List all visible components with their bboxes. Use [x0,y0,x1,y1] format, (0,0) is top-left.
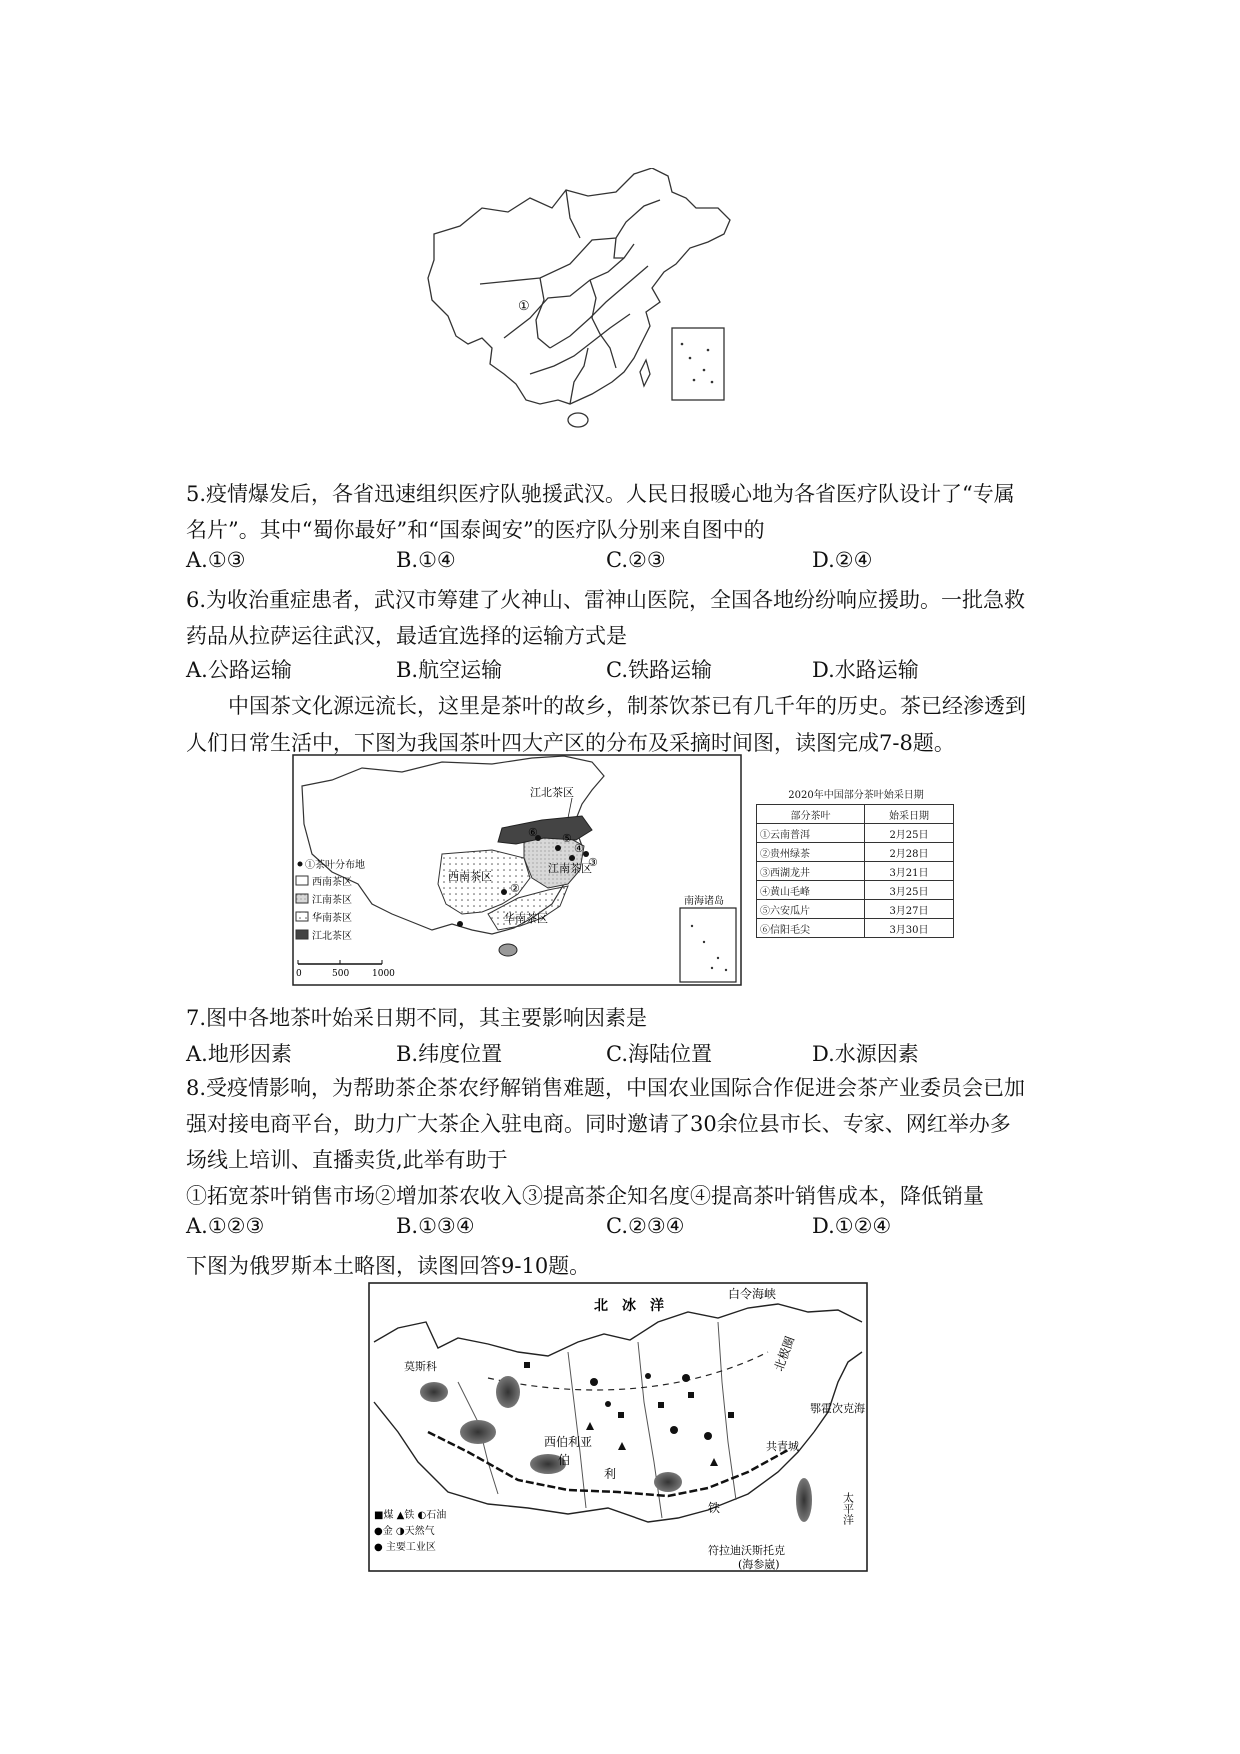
tea-site-label-4: ④ [574,842,584,855]
tea-intro-paragraph [186,688,1061,762]
scale-label-500: 500 [332,969,350,979]
q7-option-a[interactable]: A.地形因素 [186,1042,292,1066]
q7-option-d[interactable]: D.水源因素 [812,1042,919,1066]
tea-site-label-3: ③ [588,856,598,869]
tea-name-cell: ⑥信阳毛尖 [757,919,865,938]
question-8 [186,1070,1061,1214]
region-label-jiangnan: 江南茶区 [548,862,592,875]
tea-site-label-6: ⑥ [528,826,538,839]
china-map [420,168,820,446]
question-6 [186,582,1061,654]
q8-option-a[interactable]: A.①②③ [186,1214,265,1238]
q8-option-d[interactable]: D.①②④ [812,1214,892,1238]
tea-date-cell: 2月25日 [864,824,953,843]
question-8-statements: ①拓宽茶叶销售市场②增加茶农收入③提高茶企知名度④提高茶叶销售成本，降低销量 [186,1184,984,1208]
table-row [757,919,954,938]
label-vladivostok-alt: (海参崴) [738,1558,780,1571]
china-map-svg [420,168,820,446]
region-label-huanan: 华南茶区 [504,912,548,925]
south-sea-islands [681,343,714,384]
tea-map-inset [680,908,736,982]
tea-table [756,804,954,938]
q8-option-b[interactable]: B.①③④ [396,1214,475,1238]
question-8-line-1: 8.受疫情影响，为帮助茶企茶农纾解销售难题，中国农业国际合作促进会茶产业委员会已加 [186,1076,1026,1100]
russia-map-svg [368,1282,868,1572]
tea-intro-line-1: 中国茶文化源远流长，这里是茶叶的故乡，制茶饮茶已有几千年的历史。茶已经渗透到 [228,694,1026,718]
label-pacific: 太平洋 [841,1492,855,1525]
question-5 [186,476,1061,548]
china-map-label-1: ① [518,299,530,314]
q6-option-a[interactable]: A.公路运输 [186,658,292,682]
label-bo: 伯 [558,1453,571,1467]
table-row [757,881,954,900]
tea-date-cell: 3月27日 [864,900,953,919]
tea-table-header: 部分茶叶 [757,805,865,824]
q6-option-b[interactable]: B.航空运输 [396,658,503,682]
south-sea-inset [672,328,724,400]
label-arctic-circle: 北极圈 [771,1334,798,1374]
table-row [757,862,954,881]
industrial-zone-marker [796,1478,812,1522]
legend-jiangnan: 江南茶区 [312,895,352,906]
label-okhotsk: 鄂霍次克海 [810,1402,865,1415]
industrial-zone-marker [496,1376,520,1408]
question-6-line-2: 药品从拉萨运往武汉，最适宜选择的运输方式是 [186,624,627,648]
russia-legend-line-3: ● 主要工业区 [374,1542,436,1553]
tea-date-cell: 3月21日 [864,862,953,881]
russia-intro: 下图为俄罗斯本土略图，读图回答9-10题。 [186,1254,591,1278]
tea-name-cell: ①云南普洱 [757,824,865,843]
industrial-zone-marker [420,1382,448,1402]
question-5-line-2: 名片”。其中“蜀你最好”和“国泰闽安”的医疗队分别来自图中的 [186,518,765,542]
russia-legend-line-2: ●金 ◑天然气 [374,1526,435,1537]
q6-option-c[interactable]: C.铁路运输 [606,658,712,682]
label-vladivostok: 符拉迪沃斯托克 [708,1544,785,1557]
question-6-options [186,654,1061,686]
question-6-line-1: 6.为收治重症患者，武汉市筹建了火神山、雷神山医院，全国各地纷纷响应援助。一批急救 [186,588,1026,612]
legend-huanan: 华南茶区 [312,913,352,924]
region-label-jiangbei: 江北茶区 [530,786,574,799]
table-row [757,900,954,919]
tea-table-header: 始采日期 [864,805,953,824]
table-row [757,824,954,843]
scale-label-0: 0 [296,969,302,979]
tea-table-header-row [757,805,954,824]
question-8-line-2: 强对接电商平台，助力广大茶企入驻电商。同时邀请了30余位县市长、专家、网红举办多 [186,1112,1011,1136]
industrial-zone-marker [654,1472,682,1492]
tea-name-cell: ③西湖龙井 [757,862,865,881]
label-siberia: 西伯利亚 [544,1435,593,1449]
tea-name-cell: ④黄山毛峰 [757,881,865,900]
question-7-line-1: 7.图中各地茶叶始采日期不同，其主要影响因素是 [186,1006,648,1030]
industrial-zone-marker [460,1420,496,1444]
q7-option-b[interactable]: B.纬度位置 [396,1042,503,1066]
label-moscow: 莫斯科 [404,1360,437,1373]
tea-region-map [292,754,742,986]
tea-map-inset-label: 南海诸岛 [684,896,724,907]
tea-site-label-5: ⑤ [562,832,572,845]
q5-option-b[interactable]: B.①④ [396,548,456,572]
tea-date-table [756,786,956,938]
tea-name-cell: ⑤六安瓜片 [757,900,865,919]
table-row [757,843,954,862]
tea-date-cell: 3月25日 [864,881,953,900]
q6-option-d[interactable]: D.水路运输 [812,658,919,682]
tea-intro-line-2: 人们日常生活中，下图为我国茶叶四大产区的分布及采摘时间图，读图完成7-8题。 [186,731,955,755]
q5-option-a[interactable]: A.①③ [186,548,246,572]
legend-jiangbei: 江北茶区 [312,931,352,942]
question-5-options [186,548,1061,580]
legend-xinan: 西南茶区 [312,877,352,888]
tea-map-svg [292,754,742,986]
russia-map [368,1282,868,1572]
label-gongqing: 共青城 [766,1440,799,1453]
question-5-line-1: 5.疫情爆发后，各省迅速组织医疗队驰援武汉。人民日报暖心地为各省医疗队设计了“专属 [186,482,1015,506]
tea-name-cell: ②贵州绿茶 [757,843,865,862]
tea-site-label-2: ② [510,882,520,895]
label-tie: 铁 [708,1501,721,1515]
q5-option-c[interactable]: C.②③ [606,548,666,572]
q5-option-d[interactable]: D.②④ [812,548,873,572]
question-7 [186,1000,1061,1036]
tea-table-title: 2020年中国部分茶叶始采日期 [788,790,924,801]
q7-option-c[interactable]: C.海陆位置 [606,1042,712,1066]
scale-label-1000: 1000 [372,969,395,979]
region-label-xinan: 西南茶区 [448,870,492,883]
question-8-line-3: 场线上培训、直播卖货,此举有助于 [186,1148,508,1172]
legend-tea-site: ①茶叶分布地 [305,860,365,871]
russia-legend-line-1: ■煤 ▲铁 ◐石油 [374,1510,447,1521]
label-li: 利 [604,1467,617,1481]
label-bering: 白令海峡 [728,1287,777,1301]
question-8-options [186,1214,1061,1246]
tea-date-cell: 2月28日 [864,843,953,862]
question-7-options [186,1038,1061,1070]
tea-date-cell: 3月30日 [864,919,953,938]
label-arctic-ocean: 北 冰 洋 [594,1298,664,1314]
q8-option-c[interactable]: C.②③④ [606,1214,685,1238]
